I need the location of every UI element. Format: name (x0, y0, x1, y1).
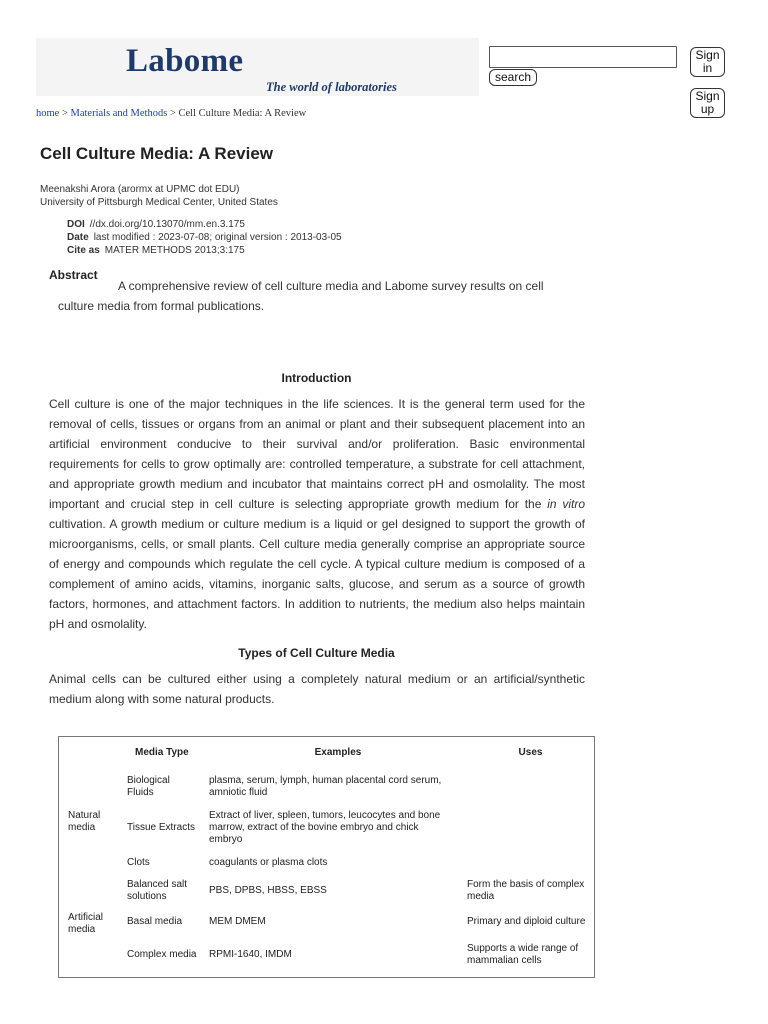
table-cell-uses: Primary and diploid culture (467, 916, 586, 927)
table-cell-examples: plasma, serum, lymph, human placental cord serum, amniotic fluid (209, 775, 442, 798)
search-input[interactable] (489, 46, 677, 68)
author-block (40, 183, 278, 209)
site-logo[interactable]: Labome (126, 43, 244, 79)
table-cell-uses (467, 805, 594, 851)
site-tagline: The world of laboratories (266, 80, 397, 94)
sign-up-label-line2: up (700, 102, 715, 116)
doi-value[interactable]: //dx.doi.org/10.13070/mm.en.3.175 (89, 219, 245, 230)
table-cell-type: Balanced salt solutions (127, 879, 188, 902)
types-paragraph: Animal cells can be cultured either using a completely natural medium or an artificial/synthetic medium along with some natural products. (49, 672, 585, 706)
abstract-text: A comprehensive review of cell culture media and Labome survey results on cell culture media from formal publications. (58, 279, 544, 313)
date-value: last modified : 2023-07-08; original version : 2013-03-05 (93, 232, 342, 243)
table-group-label: Artificial media (68, 912, 104, 935)
table-cell-type: Complex media (127, 949, 197, 960)
table-row (59, 937, 594, 973)
table-cell-type: Clots (127, 857, 150, 868)
table-group-label: Natural media (68, 810, 101, 833)
table-header-cell: Media Type (135, 747, 189, 758)
search-button[interactable]: search (489, 69, 537, 86)
cite-value: MATER METHODS 2013;3:175 (104, 245, 245, 256)
sign-in-button[interactable] (690, 47, 725, 77)
site-banner (36, 38, 479, 96)
types-heading: Types of Cell Culture Media (238, 646, 395, 660)
table-cell-examples: MEM DMEM (209, 916, 266, 927)
table-cell-examples: Extract of liver, spleen, tumors, leucocytes and bone marrow, extract of the bovine embryo and chick embryo (209, 810, 441, 845)
breadcrumb (36, 108, 306, 119)
table-header-cell: Uses (518, 747, 543, 758)
breadcrumb-separator: > (59, 108, 71, 119)
introduction-italic-term: in vitro (547, 497, 586, 511)
table-row (59, 851, 594, 875)
breadcrumb-section-link[interactable]: Materials and Methods (70, 108, 168, 119)
abstract-label: Abstract (49, 268, 98, 282)
media-table (59, 737, 594, 973)
sign-up-label-line1: Sign (695, 89, 720, 103)
sign-up-button[interactable] (690, 88, 725, 118)
introduction-text-part1: Cell culture is one of the major techniques in the life sciences. It is the general term used for the removal of cells, tissues or organs from an animal or plant and their subsequent placement into an artificial environment conducive to their survival and/or proliferation. Basic environmental requirements for cells to grow optimally are: controlled temperature, a substrate for cell attachment, and appropriate growth medium and incubator that maintains correct pH and osmolality. The most important and crucial step in cell culture is selecting appropriate growth medium for the (49, 397, 585, 511)
table-header-row (59, 737, 594, 769)
author-affiliation: University of Pittsburgh Medical Center, United States (40, 197, 278, 208)
table-cell-examples: PBS, DPBS, HBSS, EBSS (209, 885, 327, 896)
introduction-paragraph (49, 394, 585, 634)
table-header-group (59, 737, 127, 769)
date-label: Date (67, 232, 89, 243)
table-cell-type: Biological Fluids (127, 775, 170, 798)
table-cell-uses: Form the basis of complex media (467, 879, 585, 902)
cite-row (67, 244, 342, 257)
table-cell-uses (467, 769, 594, 805)
table-cell-uses (467, 851, 594, 875)
introduction-heading: Introduction (281, 371, 352, 385)
table-row (59, 805, 594, 851)
table-cell-examples: coagulants or plasma clots (209, 857, 328, 868)
page-title: Cell Culture Media: A Review (40, 144, 274, 163)
table-row (59, 769, 594, 805)
doi-row (67, 218, 342, 231)
sign-in-label-line2: in (702, 61, 713, 75)
date-row (67, 231, 342, 244)
table-row (59, 907, 594, 937)
table-row (59, 875, 594, 907)
table-cell-type: Tissue Extracts (127, 822, 195, 833)
author-line: Meenakshi Arora (arormx at UPMC dot EDU) (40, 184, 240, 195)
introduction-text-part2: cultivation. A growth medium or culture medium is a liquid or gel designed to support the growth of microorganisms, cells, or small plants. Cell culture media generally comprise an appropriate source of energy and compounds which regulate the cell cycle. A typical culture medium is composed of a complement of amino acids, vitamins, inorganic salts, glucose, and serum as a source of growth factors, hormones, and attachment factors. In addition to nutrients, the medium also helps maintain pH and osmolality. (49, 517, 585, 631)
sign-in-label-line1: Sign (695, 48, 720, 62)
breadcrumb-current: Cell Culture Media: A Review (178, 108, 307, 119)
table-cell-examples: RPMI-1640, IMDM (209, 949, 292, 960)
table-cell-type: Basal media (127, 916, 183, 927)
doi-label: DOI (67, 219, 85, 230)
article-metadata (67, 218, 342, 257)
cite-label: Cite as (67, 245, 100, 256)
media-types-table (58, 736, 595, 978)
breadcrumb-separator: > (167, 108, 179, 119)
breadcrumb-home-link[interactable]: home (36, 108, 60, 119)
table-header-cell: Examples (314, 747, 362, 758)
table-cell-uses: Supports a wide range of mammalian cells (467, 943, 579, 966)
